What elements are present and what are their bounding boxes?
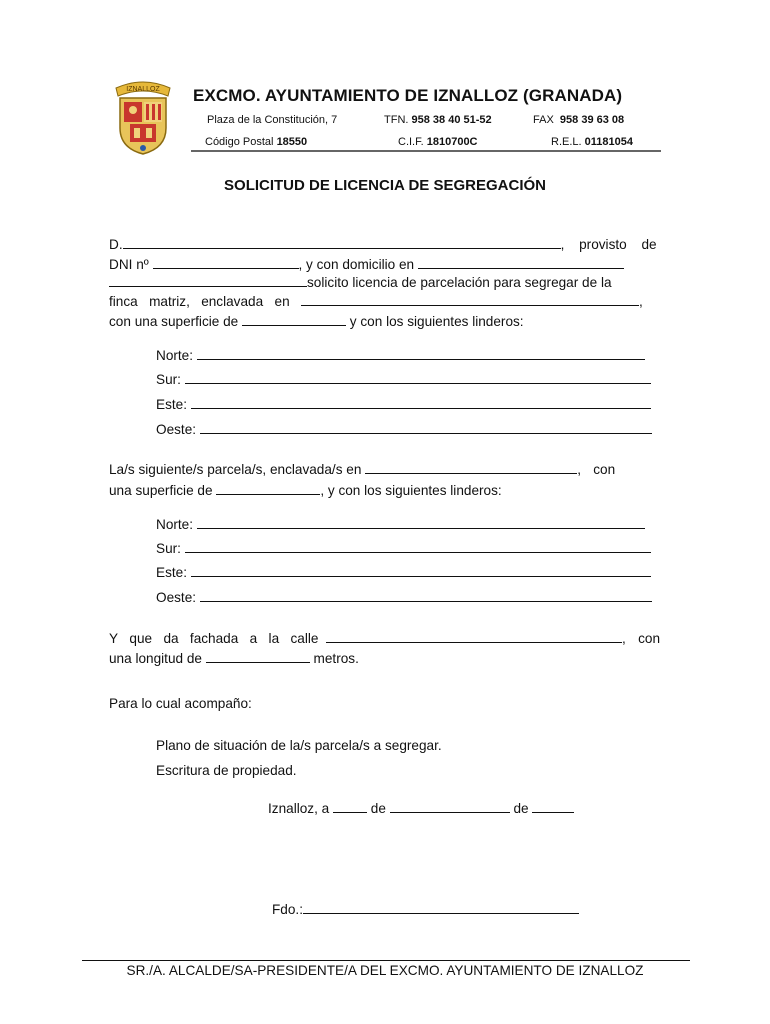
fax-value: 958 39 63 08 [559,114,625,126]
addressee-footer: SR./A. ALCALDE/SA-PRESIDENTE/A DEL EXCMO. AYUNTAMIENTO DE IZNALLOZ [126,963,644,978]
longitud-label: una longitud de [109,651,202,666]
dni-label: DNI nº [109,257,149,272]
finca-line [109,293,643,309]
norte-label: Norte: [156,517,194,532]
dni-line [109,256,624,272]
parcelas-superficie-line [109,482,502,498]
applicant-line [109,236,657,252]
postal-label: Código Postal [205,136,274,148]
month-field[interactable] [390,800,510,813]
provisto-label: , provisto de [560,237,657,252]
cif-value: 1810700C [426,136,478,148]
norte-label: Norte: [156,348,194,363]
cif [398,136,478,148]
phone-label: TFN. [384,114,409,126]
d-label: D. [109,237,123,252]
document-title: SOLICITUD DE LICENCIA DE SEGREGACIÓN [224,177,546,194]
domicilio-label: , y con domicilio en [298,257,415,272]
en-word: en [274,294,290,309]
superficie-field[interactable] [242,313,346,326]
date-line [268,800,574,816]
linderos-label-2: , y con los siguientes linderos: [320,483,502,498]
longitud-field[interactable] [206,650,310,663]
applicant-name-field[interactable] [123,236,561,249]
norte-field[interactable] [197,516,645,529]
dni-field[interactable] [153,256,299,269]
de-label-2: de [513,801,529,816]
parcelas-location-field[interactable] [365,461,577,474]
superficie-field-2[interactable] [216,482,320,495]
sur-field[interactable] [185,371,651,384]
address-field[interactable] [418,256,624,269]
este-line-1 [156,396,651,412]
acompano-label: Para lo cual acompaño: [109,696,252,711]
longitud-line [109,650,359,666]
norte-field[interactable] [197,347,645,360]
linderos-label: y con los siguientes linderos: [349,314,524,329]
norte-line-2 [156,516,645,532]
footer-divider [82,960,690,961]
header-divider [191,150,661,152]
rel-value: 01181054 [584,136,633,148]
este-line-2 [156,564,651,580]
rel [551,136,633,148]
logo-text: IZNALLOZ [126,86,160,93]
fachada-word-fachada: fachada [189,631,239,646]
matriz-word: matriz, [149,294,190,309]
parcelas-line [109,461,615,477]
phone [384,114,492,126]
year-field[interactable] [532,800,574,813]
fachada-line [109,630,660,646]
sur-line-2 [156,540,651,556]
oeste-line-2 [156,589,652,605]
finca-location-field[interactable] [301,293,639,306]
fax [533,114,624,126]
este-field[interactable] [191,564,651,577]
superficie-line [109,313,524,329]
phone-value: 958 38 40 51-52 [411,114,492,126]
place-label: Iznalloz, a [268,801,330,816]
con-label: , con [622,631,661,646]
fax-label: FAX [533,114,554,126]
fachada-word-que: que [129,631,153,646]
fachada-word-da: da [163,631,179,646]
postal-value: 18550 [276,136,308,148]
sur-label: Sur: [156,372,181,387]
day-field[interactable] [333,800,367,813]
address-continuation-field[interactable] [109,274,307,287]
metros-label: metros. [313,651,359,666]
sur-field[interactable] [185,540,651,553]
oeste-field[interactable] [200,589,652,602]
solicito-line [109,274,612,290]
sur-label: Sur: [156,541,181,556]
finca-word: finca [109,294,138,309]
fachada-word-calle: calle [290,631,319,646]
superficie-label: con una superficie de [109,314,239,329]
este-field[interactable] [191,396,651,409]
fachada-word-la: la [268,631,280,646]
este-label: Este: [156,397,187,412]
oeste-label: Oeste: [156,590,197,605]
organization-title: EXCMO. AYUNTAMIENTO DE IZNALLOZ (GRANADA) [193,86,623,105]
parcelas-label: La/s siguiente/s parcela/s, enclavada/s en [109,462,362,477]
de-label-1: de [370,801,386,816]
postal-code [205,136,307,148]
oeste-field[interactable] [200,421,652,434]
signature-field[interactable] [303,901,579,914]
fachada-word-a: a [249,631,258,646]
sur-line-1 [156,371,651,387]
signature-line [272,901,579,917]
superficie-label-2: una superficie de [109,483,213,498]
enclavada-word: enclavada [201,294,264,309]
street-field[interactable] [326,630,622,643]
norte-line-1 [156,347,645,363]
doc-item-escritura: Escritura de propiedad. [156,763,297,778]
signature-label: Fdo.: [272,902,303,917]
cif-label: C.I.F. [398,136,424,148]
con-label: , con [577,462,616,477]
fachada-word-y: Y [109,631,119,646]
este-label: Este: [156,565,187,580]
coat-of-arms-logo [110,78,176,158]
comma: , [638,294,643,309]
solicito-label: solicito licencia de parcelación para segregar de la [307,275,612,290]
oeste-line-1 [156,421,652,437]
oeste-label: Oeste: [156,422,197,437]
doc-item-plano: Plano de situación de la/s parcela/s a segregar. [156,738,442,753]
rel-label: R.E.L. [551,136,582,148]
address: Plaza de la Constitución, 7 [207,114,338,126]
